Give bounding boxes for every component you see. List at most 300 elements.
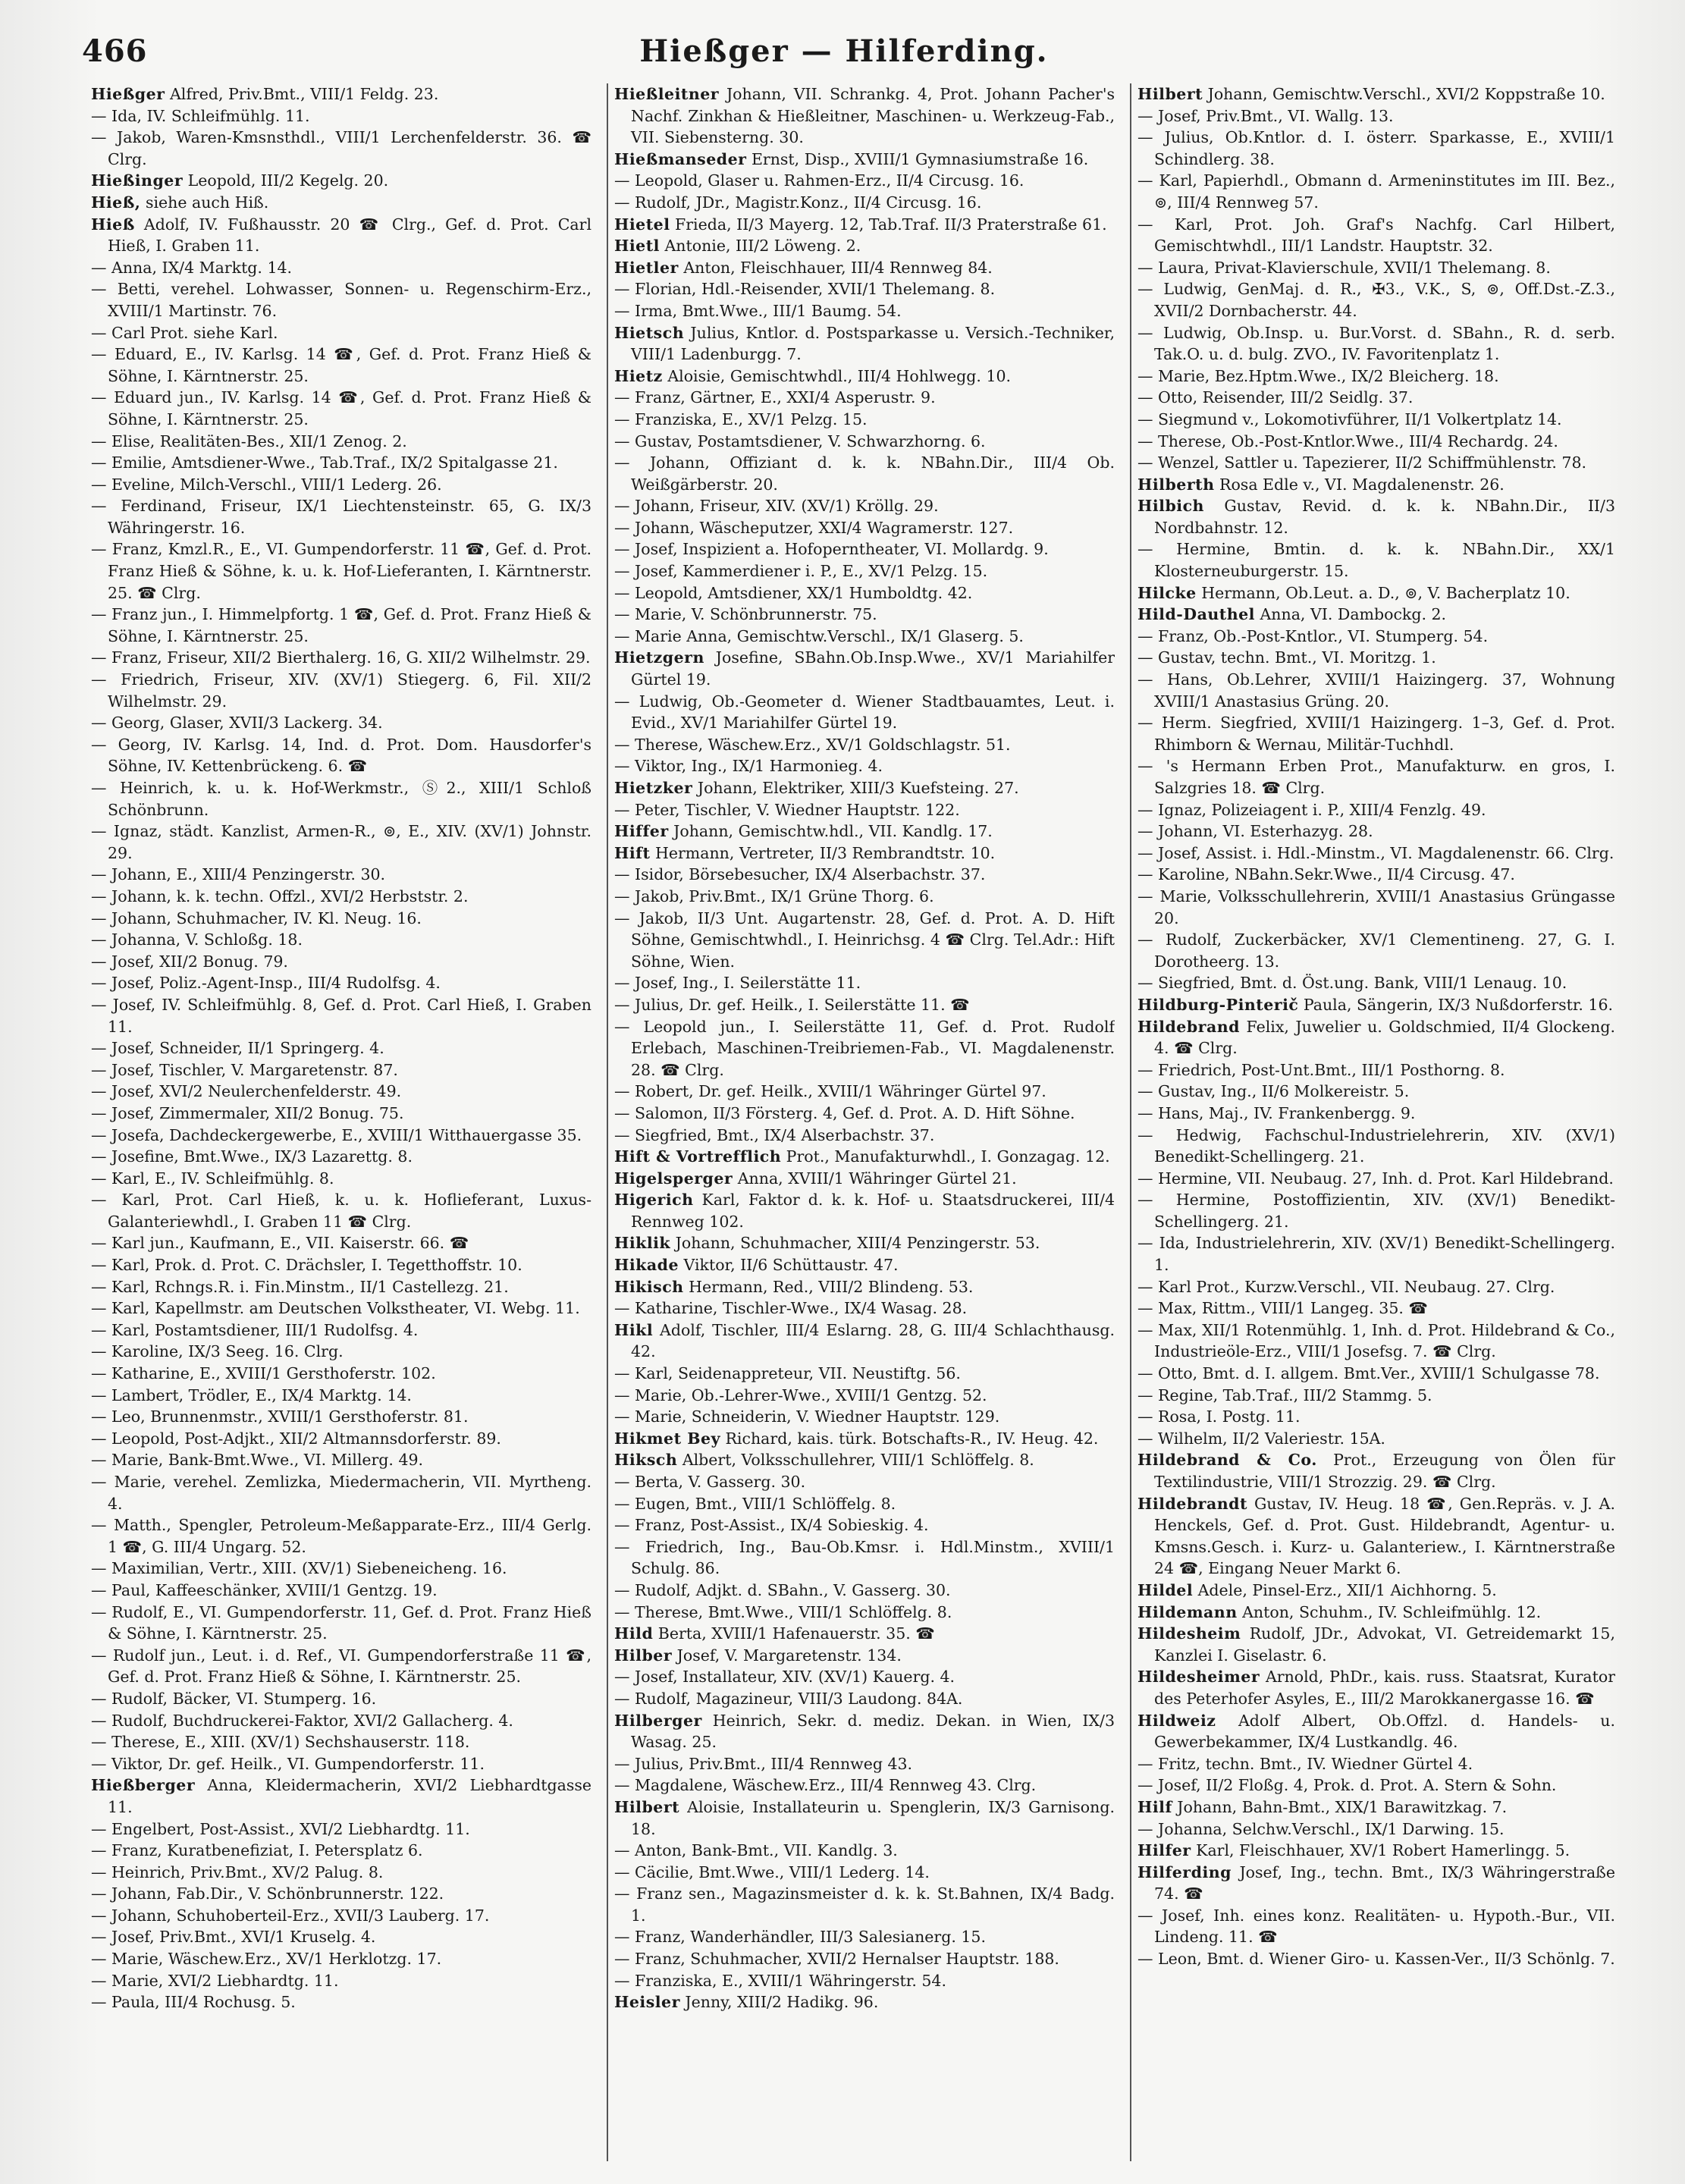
directory-entry xyxy=(91,495,591,538)
directory-entry xyxy=(91,994,591,1037)
entry-text: — Friedrich, Friseur, XIV. (XV/1) Stiegerg. 6, Fil. XII/2 Wilhelmstr. 29. xyxy=(91,670,591,711)
directory-entry xyxy=(614,1254,1115,1276)
directory-entry xyxy=(91,474,591,496)
entry-text: Karl, Fleischhauer, XV/1 Robert Hamerlingg. 5. xyxy=(1191,1841,1570,1860)
entry-text: — Karl Prot., Kurzw.Verschl., VII. Neubaug. 27. Clrg. xyxy=(1137,1277,1555,1296)
entry-text: — Rudolf, Adjkt. d. SBahn., V. Gasserg. 30. xyxy=(614,1580,951,1599)
directory-entry xyxy=(1137,1774,1615,1796)
entry-surname: Hilfer xyxy=(1137,1841,1191,1860)
directory-entry xyxy=(91,604,591,647)
directory-entry xyxy=(91,1276,591,1298)
directory-entry xyxy=(614,908,1115,973)
directory-entry xyxy=(614,1645,1115,1667)
directory-entry xyxy=(614,647,1115,690)
entry-text: — Marie Anna, Gemischtw.Verschl., IX/1 Glaserg. 5. xyxy=(614,626,1024,645)
entry-text: — Leo, Brunnenmstr., XVIII/1 Gersthoferstr. 81. xyxy=(91,1407,469,1426)
entry-surname: Hildebrandt xyxy=(1137,1494,1247,1513)
directory-entry xyxy=(1137,1948,1615,1970)
directory-entry xyxy=(1137,994,1615,1016)
entry-text: — Johann, Schuhoberteil-Erz., XVII/3 Lauberg. 17. xyxy=(91,1906,490,1925)
entry-text: — Leopold jun., I. Seilerstätte 11, Gef. d. Prot. Rudolf Erlebach, Maschinen-Treibriemen-Fab., VI. Magdalenenstr. 28. ☎ Clrg. xyxy=(614,1017,1115,1079)
entry-text: — Florian, Hdl.-Reisender, XVII/1 Thelemang. 8. xyxy=(614,280,996,299)
directory-entry xyxy=(91,1753,591,1775)
directory-entry xyxy=(614,582,1115,604)
entry-surname: Higerich xyxy=(614,1191,694,1210)
directory-entry xyxy=(614,799,1115,821)
entry-text: Karl, Faktor d. k. k. Hof- u. Staatsdruckerei, III/4 Rennweg 102. xyxy=(631,1191,1115,1231)
directory-entry xyxy=(1137,1385,1615,1407)
directory-entry xyxy=(91,1970,591,1992)
entry-text: — Paula, III/4 Rochusg. 5. xyxy=(91,1993,296,2012)
directory-entry xyxy=(614,1189,1115,1232)
entry-text: — 's Hermann Erben Prot., Manufakturw. en gros, I. Salzgries 18. ☎ Clrg. xyxy=(1137,757,1615,797)
directory-entry xyxy=(91,1688,591,1710)
directory-entry xyxy=(1137,755,1615,799)
entry-text: Josef, Ing., techn. Bmt., IX/3 Währingerstraße 74. ☎ xyxy=(1154,1862,1615,1903)
directory-entry xyxy=(1137,1363,1615,1385)
entry-surname: Hießinger xyxy=(91,171,184,190)
directory-entry xyxy=(91,712,591,734)
entry-text: — Hermine, Bmtin. d. k. k. NBahn.Dir., XX/1 Klosterneuburgerstr. 15. xyxy=(1137,540,1615,581)
entry-text: — Robert, Dr. gef. Heilk., XVIII/1 Währinger Gürtel 97. xyxy=(614,1082,1046,1101)
entry-text: — Emilie, Amtsdiener-Wwe., Tab.Traf., IX/2 Spitalgasse 21. xyxy=(91,453,558,472)
directory-entry xyxy=(1137,604,1615,626)
directory-entry xyxy=(614,691,1115,734)
directory-entry xyxy=(91,1059,591,1081)
entry-text: — Eugen, Bmt., VIII/1 Schlöffelg. 8. xyxy=(614,1494,896,1513)
entry-text: — Josef, XVI/2 Neulerchenfelderstr. 49. xyxy=(91,1082,402,1101)
entry-text: — Siegfried, Bmt., IX/4 Alserbachstr. 37. xyxy=(614,1125,935,1144)
directory-entry xyxy=(614,1688,1115,1710)
entry-text: — Josef, Assist. i. Hdl.-Minstm., VI. Magdalenenstr. 66. Clrg. xyxy=(1137,843,1614,862)
entry-text: — Franz, Kuratbenefiziat, I. Petersplatz 6. xyxy=(91,1841,423,1860)
directory-entry xyxy=(614,1428,1115,1450)
directory-entry xyxy=(614,1774,1115,1796)
directory-entry xyxy=(91,1298,591,1320)
entry-text: — Fritz, techn. Bmt., IV. Wiedner Gürtel 4. xyxy=(1137,1754,1473,1773)
entry-text: Johann, Schuhmacher, XIII/4 Penzingerstr. 53. xyxy=(670,1234,1040,1253)
entry-surname: Hilbert xyxy=(614,1797,680,1816)
entry-text: — Katharine, Tischler-Wwe., IX/4 Wasag. 28. xyxy=(614,1299,968,1318)
entry-text: — Hedwig, Fachschul-Industrielehrerin, XIV. (XV/1) Benedikt-Schellingerg. 21. xyxy=(1137,1125,1615,1166)
entry-text: Anna, XVIII/1 Währinger Gürtel 21. xyxy=(733,1169,1017,1188)
entry-text: — Karl, Prot. Carl Hieß, k. u. k. Hoflieferant, Luxus-Galanteriewhdl., I. Graben 11 ☎ Clrg. xyxy=(91,1191,591,1231)
directory-entry xyxy=(1137,647,1615,669)
directory-entry xyxy=(614,1471,1115,1493)
directory-entry xyxy=(91,1320,591,1341)
entry-text: — Isidor, Börsebesucher, IX/4 Alserbachstr. 37. xyxy=(614,865,986,884)
entry-surname: Hikade xyxy=(614,1256,679,1275)
directory-entry xyxy=(614,1016,1115,1081)
directory-entry xyxy=(1137,1103,1615,1125)
entry-text: Viktor, II/6 Schüttaustr. 47. xyxy=(679,1256,899,1275)
entry-text: — Laura, Privat-Klavierschule, XVII/1 Thelemang. 8. xyxy=(1137,258,1551,277)
entry-text: — Karl jun., Kaufmann, E., VII. Kaiserstr. 66. ☎ xyxy=(91,1234,469,1253)
entry-text: — Eduard jun., IV. Karlsg. 14 ☎, Gef. d. Prot. Franz Hieß & Söhne, I. Kärntnerstr. 25. xyxy=(91,388,591,428)
entry-text: Anna, Kleidermacherin, XVI/2 Liebhardtgasse 11. xyxy=(108,1776,591,1816)
directory-entry xyxy=(1137,1753,1615,1775)
entry-surname: Hießmanseder xyxy=(614,149,747,168)
entry-text: — Marie, Wäschew.Erz., XV/1 Herklotzg. 17. xyxy=(91,1950,442,1969)
entry-text: — Heinrich, k. u. k. Hof-Werkmstr., Ⓢ2., XIII/1 Schloß Schönbrunn. xyxy=(91,779,591,819)
entry-text: Aloisie, Gemischtwhdl., III/4 Hohlwegg. 10. xyxy=(662,366,1012,385)
entry-text: — Ludwig, Ob.-Geometer d. Wiener Stadtbauamtes, Leut. i. Evid., XV/1 Mariahilfer Gürtel 19. xyxy=(614,692,1115,733)
entry-text: — Josef, Poliz.-Agent-Insp., III/4 Rudolfsg. 4. xyxy=(91,974,441,993)
entry-text: — Karl, Prot. Joh. Graf's Nachfg. Carl Hilbert, Gemischtwhdl., III/1 Landstr. Hauptstr. 32. xyxy=(1137,215,1615,256)
entry-text: — Ignaz, städt. Kanzlist, Armen-R., ⊚, E., XIV. (XV/1) Johnstr. 29. xyxy=(91,822,591,862)
entry-text: — Franz, Post-Assist., IX/4 Sobieskig. 4. xyxy=(614,1516,929,1535)
entry-text: Leopold, III/2 Kegelg. 20. xyxy=(183,171,389,190)
page-number: 466 xyxy=(82,33,148,69)
entry-surname: Hießberger xyxy=(91,1776,196,1795)
directory-entry xyxy=(614,149,1115,171)
entry-text: Josefine, SBahn.Ob.Insp.Wwe., XV/1 Mariahilfer Gürtel 19. xyxy=(631,648,1115,689)
directory-entry xyxy=(1137,712,1615,755)
entry-text: — Johann, VI. Esterhazyg. 28. xyxy=(1137,822,1373,841)
directory-entry xyxy=(1137,1189,1615,1232)
entry-surname: Hikmet Bey xyxy=(614,1429,720,1448)
directory-entry xyxy=(614,322,1115,366)
directory-entry xyxy=(614,214,1115,236)
entry-text: — Josef, Tischler, V. Margaretenstr. 87. xyxy=(91,1060,398,1079)
directory-entry xyxy=(1137,972,1615,994)
directory-entry xyxy=(91,1103,591,1125)
directory-entry xyxy=(1137,1796,1615,1818)
directory-entry xyxy=(1137,431,1615,453)
entry-text: Paula, Sängerin, IX/3 Nußdorferstr. 16. xyxy=(1298,995,1614,1014)
entry-text: — Elise, Realitäten-Bes., XII/1 Zenog. 2. xyxy=(91,431,407,450)
entry-text: — Jakob, II/3 Unt. Augartenstr. 28, Gef. d. Prot. A. D. Hift Söhne, Gemischtwhdl., I. Heinrichsg. 4 ☎ Clrg. Tel.Adr.: Hift Söhne, Wien. xyxy=(614,908,1115,971)
entry-text: Hermann, Ob.Leut. a. D., ⊚, V. Bacherplatz 10. xyxy=(1196,583,1570,602)
directory-entry xyxy=(1137,1016,1615,1059)
entry-surname: Hiklik xyxy=(614,1234,671,1253)
entry-surname: Hift xyxy=(614,843,651,862)
entry-text: — Karoline, NBahn.Sekr.Wwe., II/4 Circusg. 47. xyxy=(1137,865,1515,884)
directory-entry xyxy=(91,170,591,192)
directory-entry xyxy=(1137,1125,1615,1168)
entry-text: — Julius, Dr. gef. Heilk., I. Seilerstätte 11. ☎ xyxy=(614,995,970,1014)
entry-text: — Paul, Kaffeeschänker, XVIII/1 Gentzg. 19. xyxy=(91,1580,438,1599)
entry-text: — Jakob, Priv.Bmt., IX/1 Grüne Thorg. 6. xyxy=(614,886,934,905)
entry-text: — Franz, Friseur, XII/2 Bierthalerg. 16, G. XII/2 Wilhelmstr. 29. xyxy=(91,648,591,667)
entry-text: — Marie, verehel. Zemlizka, Miedermacherin, VII. Myrtheng. 4. xyxy=(91,1473,591,1513)
directory-entry xyxy=(1137,864,1615,886)
directory-entry xyxy=(1137,366,1615,388)
column-2 xyxy=(607,83,1115,2161)
entry-text: — Eveline, Milch-Verschl., VIII/1 Lederg. 26. xyxy=(91,475,442,494)
entry-text: — Betti, verehel. Lohwasser, Sonnen- u. Regenschirm-Erz., XVIII/1 Martinstr. 76. xyxy=(91,280,591,320)
entry-text: Berta, XVIII/1 Hafenauerstr. 35. ☎ xyxy=(653,1624,935,1643)
directory-entry xyxy=(614,538,1115,560)
directory-entry xyxy=(91,647,591,669)
entry-text: — Matth., Spengler, Petroleum-Meßapparate-Erz., III/4 Gerlg. 1 ☎, G. III/4 Ungarg. 52. xyxy=(91,1516,591,1556)
entry-text: — Peter, Tischler, V. Wiedner Hauptstr. 122. xyxy=(614,800,960,819)
directory-entry xyxy=(91,1883,591,1905)
entry-text: — Georg, IV. Karlsg. 14, Ind. d. Prot. Dom. Hausdorfer's Söhne, IV. Kettenbrückeng. 6. ☎ xyxy=(91,735,591,776)
entry-text: — Ignaz, Polizeiagent i. P., XIII/4 Fenzlg. 49. xyxy=(1137,800,1486,819)
directory-entry xyxy=(1137,214,1615,257)
entry-text: — Ida, IV. Schleifmühlg. 11. xyxy=(91,106,310,125)
entry-text: — Ludwig, Ob.Insp. u. Bur.Vorst. d. SBahn., R. d. serb. Tak.O. u. d. bulg. ZVO., IV. Favoritenplatz 1. xyxy=(1137,323,1615,364)
directory-entry xyxy=(1137,1168,1615,1190)
entry-surname: Hildebrand & Co. xyxy=(1137,1451,1317,1470)
entry-text: — Friedrich, Post-Unt.Bmt., III/1 Posthorng. 8. xyxy=(1137,1060,1505,1079)
entry-text: — Josef, Inspizient a. Hofoperntheater, VI. Mollardg. 9. xyxy=(614,540,1049,559)
entry-text: — Rudolf, Zuckerbäcker, XV/1 Clementineng. 27, G. I. Dorotheerg. 13. xyxy=(1137,930,1615,971)
entry-surname: Hilber xyxy=(614,1646,673,1665)
entry-text: Anna, VI. Dambockg. 2. xyxy=(1254,605,1447,624)
entry-text: Antonie, III/2 Löweng. 2. xyxy=(659,237,861,256)
entry-surname: Hiksch xyxy=(614,1451,678,1470)
directory-entry xyxy=(614,1883,1115,1926)
entry-text: — Berta, V. Gasserg. 30. xyxy=(614,1473,806,1491)
entry-text: — Marie, Bank-Bmt.Wwe., VI. Millerg. 49. xyxy=(91,1451,424,1470)
entry-text: Johann, Elektriker, XIII/3 Kuefsteing. 27. xyxy=(692,779,1019,797)
directory-entry xyxy=(1137,1905,1615,1948)
directory-entry xyxy=(614,1753,1115,1775)
entry-text: Adele, Pinsel-Erz., XII/1 Aichhorng. 5. xyxy=(1193,1580,1497,1599)
directory-entry xyxy=(1137,669,1615,712)
directory-entry xyxy=(614,1580,1115,1602)
entry-text: — Carl Prot. siehe Karl. xyxy=(91,323,278,342)
directory-entry xyxy=(614,886,1115,908)
entry-text: Julius, Kntlor. d. Postsparkasse u. Versich.-Techniker, VIII/1 Ladenburgg. 7. xyxy=(631,323,1115,364)
directory-entry xyxy=(91,1514,591,1558)
directory-entry xyxy=(1137,127,1615,170)
directory-entry xyxy=(91,257,591,279)
directory-entry xyxy=(91,1731,591,1753)
entry-text: Frieda, II/3 Mayerg. 12, Tab.Traf. II/3 Praterstraße 61. xyxy=(670,215,1107,234)
directory-entry xyxy=(614,1710,1115,1753)
directory-entry xyxy=(614,1602,1115,1624)
directory-entry xyxy=(91,929,591,951)
entry-text: — Engelbert, Post-Assist., XVI/2 Liebhardtg. 11. xyxy=(91,1819,470,1838)
directory-entry xyxy=(614,604,1115,626)
entry-surname: Hildesheim xyxy=(1137,1624,1241,1643)
entry-text: — Franz sen., Magazinsmeister d. k. k. St.Bahnen, IX/4 Badg. 1. xyxy=(614,1884,1115,1925)
directory-entry xyxy=(614,1320,1115,1363)
directory-entry xyxy=(614,843,1115,864)
entry-surname: Hikisch xyxy=(614,1277,684,1296)
directory-entry xyxy=(614,517,1115,539)
entry-text: Rudolf, JDr., Advokat, VI. Getreidemarkt 15, Kanzlei I. Giselastr. 6. xyxy=(1154,1624,1615,1665)
entry-text: — Karl, Rchngs.R. i. Fin.Minstm., II/1 Castellezg. 21. xyxy=(91,1277,509,1296)
directory-entry xyxy=(614,1493,1115,1515)
directory-entry xyxy=(1137,929,1615,972)
entry-surname: Hilf xyxy=(1137,1797,1172,1816)
entry-surname: Hieß, xyxy=(91,193,141,212)
directory-entry xyxy=(1137,452,1615,474)
entry-surname: Hildesheimer xyxy=(1137,1668,1260,1687)
directory-entry xyxy=(91,951,591,973)
directory-entry xyxy=(614,1862,1115,1884)
directory-entry xyxy=(614,1146,1115,1168)
entry-text: Jenny, XIII/2 Hadikg. 96. xyxy=(679,1993,879,2012)
entry-text: — Viktor, Ing., IX/1 Harmonieg. 4. xyxy=(614,757,883,776)
entry-surname: Hietsch xyxy=(614,323,685,342)
directory-entry xyxy=(91,1385,591,1407)
directory-entry xyxy=(614,626,1115,648)
entry-text: Adolf Albert, Ob.Offzl. d. Handels- u. Gewerbekammer, IX/4 Lustkandlg. 46. xyxy=(1154,1711,1615,1752)
directory-entry xyxy=(1137,1081,1615,1103)
directory-entry xyxy=(614,1970,1115,1992)
entry-text: Johann, Gemischtw.Verschl., XVI/2 Koppstraße 10. xyxy=(1203,85,1605,103)
entry-text: — Rudolf, E., VI. Gumpendorferstr. 11, Gef. d. Prot. Franz Hieß & Söhne, I. Kärntnerstr. 25. xyxy=(91,1602,591,1643)
entry-text: Prot., Manufakturwhdl., I. Gonzagag. 12. xyxy=(781,1147,1110,1166)
directory-entry xyxy=(91,127,591,170)
entry-text: Johann, VII. Schrankg. 4, Prot. Johann Pacher's Nachf. Zinkhan & Hießleitner, Maschinen- u. Werkzeug-Fab., VII. Siebensterng. 30. xyxy=(631,85,1115,147)
directory-entry xyxy=(614,387,1115,409)
entry-text: — Rosa, I. Postg. 11. xyxy=(1137,1407,1301,1426)
directory-entry xyxy=(614,1666,1115,1688)
entry-surname: Hiffer xyxy=(614,822,669,841)
entry-text: — Franz, Wanderhändler, III/3 Salesianerg. 15. xyxy=(614,1928,986,1947)
entry-text: — Gustav, techn. Bmt., VI. Moritzg. 1. xyxy=(1137,648,1436,667)
entry-text: — Karl, Postamtsdiener, III/1 Rudolfsg. 4. xyxy=(91,1320,419,1339)
entry-surname: Hietler xyxy=(614,258,679,277)
entry-text: Johann, Gemischtw.hdl., VII. Kandlg. 17. xyxy=(668,822,993,841)
directory-entry xyxy=(91,1926,591,1948)
entry-text: Gustav, IV. Heug. 18 ☎, Gen.Repräs. v. J. A. Henckels, Gef. d. Prot. Gust. Hildebrandt, Agentur- u. Kmsns.Gesch. i. Kurz- u. Galanteriew., I. Kärntnerstraße 24 ☎, Eingang Neuer Markt 6. xyxy=(1154,1494,1615,1578)
entry-text: — Josef, Priv.Bmt., XVI/1 Kruselg. 4. xyxy=(91,1928,376,1947)
directory-entry xyxy=(1137,1862,1615,1905)
entry-text: — Josefine, Bmt.Wwe., IX/3 Lazarettg. 8. xyxy=(91,1147,413,1166)
entry-text: — Josef, Zimmermaler, XII/2 Bonug. 75. xyxy=(91,1103,404,1122)
directory-entry xyxy=(1137,821,1615,843)
directory-entry xyxy=(91,1905,591,1927)
entry-text: — Johann, Schuhmacher, IV. Kl. Neug. 16. xyxy=(91,908,422,927)
directory-entry xyxy=(614,1081,1115,1103)
entry-text: — Siegfried, Bmt. d. Öst.ung. Bank, VIII/1 Lenaug. 10. xyxy=(1137,974,1567,993)
entry-text: — Marie, Bez.Hptm.Wwe., IX/2 Bleicherg. 18. xyxy=(1137,366,1499,385)
directory-entry xyxy=(614,300,1115,322)
directory-entry xyxy=(91,322,591,344)
entry-text: Richard, kais. türk. Botschafts-R., IV. Heug. 42. xyxy=(720,1429,1099,1448)
directory-entry xyxy=(1137,257,1615,279)
entry-text: — Franziska, E., XVIII/1 Währingerstr. 54. xyxy=(614,1971,946,1990)
directory-entry xyxy=(91,1363,591,1385)
directory-entry xyxy=(614,1125,1115,1147)
directory-entry xyxy=(91,1406,591,1428)
directory-entry xyxy=(1137,170,1615,213)
directory-entry xyxy=(91,1840,591,1862)
entry-text: — Johann, E., XIII/4 Penzingerstr. 30. xyxy=(91,865,386,884)
entry-text: — Hermine, VII. Neubaug. 27, Inh. d. Prot. Karl Hildebrand. xyxy=(1137,1169,1614,1188)
directory-entry xyxy=(91,821,591,864)
directory-entry xyxy=(1137,83,1615,105)
directory-entry xyxy=(91,734,591,777)
directory-entry xyxy=(614,1536,1115,1580)
directory-entry xyxy=(91,669,591,712)
entry-text: — Max, Rittm., VIII/1 Langeg. 35. ☎ xyxy=(1137,1299,1428,1318)
entry-text: — Regine, Tab.Traf., III/2 Stammg. 5. xyxy=(1137,1385,1432,1404)
directory-entry xyxy=(1137,495,1615,538)
directory-entry xyxy=(91,452,591,474)
entry-text: Johann, Bahn-Bmt., XIX/1 Barawitzkag. 7. xyxy=(1172,1797,1508,1816)
directory-entry xyxy=(1137,538,1615,582)
entry-text: — Hans, Ob.Lehrer, XVIII/1 Haizingerg. 37, Wohnung XVIII/1 Anastasius Grüng. 20. xyxy=(1137,670,1615,711)
entry-text: — Otto, Bmt. d. I. allgem. Bmt.Ver., XVIII/1 Schulgasse 78. xyxy=(1137,1364,1600,1383)
directory-entry xyxy=(1137,387,1615,409)
entry-text: Rosa Edle v., VI. Magdalenenstr. 26. xyxy=(1214,475,1505,494)
entry-surname: Hietl xyxy=(614,237,660,256)
directory-entry xyxy=(91,1037,591,1059)
entry-text: — Gustav, Postamtsdiener, V. Schwarzhorng. 6. xyxy=(614,431,986,450)
entry-text: siehe auch Hiß. xyxy=(140,193,269,212)
directory-entry xyxy=(91,1168,591,1190)
entry-text: — Franz, Gärtner, E., XXI/4 Asperustr. 9. xyxy=(614,388,936,407)
column-1 xyxy=(91,83,591,2161)
entry-text: — Ida, Industrielehrerin, XIV. (XV/1) Benedikt-Schellingerg. 1. xyxy=(1137,1234,1615,1275)
directory-entry xyxy=(1137,1298,1615,1320)
entry-text: — Katharine, E., XVIII/1 Gersthoferstr. 102. xyxy=(91,1364,436,1383)
entry-text: — Franz, Ob.-Post-Kntlor., VI. Stumperg. 54. xyxy=(1137,626,1489,645)
entry-text: Alfred, Priv.Bmt., VIII/1 Feldg. 23. xyxy=(165,85,439,103)
entry-text: — Therese, E., XIII. (XV/1) Sechshauserstr. 118. xyxy=(91,1733,470,1752)
directory-entry xyxy=(614,366,1115,388)
directory-entry xyxy=(1137,1580,1615,1602)
directory-entry xyxy=(1137,843,1615,864)
entry-text: — Jakob, Waren-Kmsnsthdl., VIII/1 Lerchenfelderstr. 36. ☎ Clrg. xyxy=(91,128,591,168)
directory-entry xyxy=(614,170,1115,192)
entry-text: — Magdalene, Wäschew.Erz., III/4 Rennweg 43. Clrg. xyxy=(614,1776,1037,1795)
entry-text: — Ferdinand, Friseur, IX/1 Liechtensteinstr. 65, G. IX/3 Währingerstr. 16. xyxy=(91,497,591,537)
entry-text: — Josefa, Dachdeckergewerbe, E., XVIII/1 Witthauergasse 35. xyxy=(91,1125,582,1144)
entry-text: — Rudolf, JDr., Magistr.Konz., II/4 Circusg. 16. xyxy=(614,193,982,212)
entry-text: Josef, V. Margaretenstr. 134. xyxy=(672,1646,902,1665)
entry-surname: Hildemann xyxy=(1137,1602,1238,1621)
entry-surname: Hildel xyxy=(1137,1580,1194,1599)
entry-text: — Marie, Volksschullehrerin, XVIII/1 Anastasius Grüngasse 20. xyxy=(1137,886,1615,927)
entry-text: Prot., Erzeugung von Ölen für Textilindustrie, VIII/1 Strozzig. 29. ☎ Clrg. xyxy=(1154,1451,1615,1491)
entry-text: — Therese, Wäschew.Erz., XV/1 Goldschlagstr. 51. xyxy=(614,735,1011,754)
entry-surname: Hildebrand xyxy=(1137,1017,1240,1036)
entry-text: — Marie, V. Schönbrunnerstr. 75. xyxy=(614,605,877,624)
entry-text: — Salomon, II/3 Försterg. 4, Gef. d. Prot. A. D. Hift Söhne. xyxy=(614,1103,1075,1122)
entry-surname: Heisler xyxy=(614,1993,680,2012)
directory-entry xyxy=(91,387,591,430)
directory-entry xyxy=(614,1991,1115,2013)
entry-text: — Josef, Inh. eines konz. Realitäten- u. Hypoth.-Bur., VII. Lindeng. 11. ☎ xyxy=(1137,1906,1615,1947)
entry-text: — Leopold, Amtsdiener, XX/1 Humboldtg. 42. xyxy=(614,583,973,602)
entry-text: — Wilhelm, II/2 Valeriestr. 15A. xyxy=(1137,1429,1385,1448)
entry-text: — Johanna, V. Schloßg. 18. xyxy=(91,930,303,949)
entry-text: — Maximilian, Vertr., XIII. (XV/1) Siebeneicheng. 16. xyxy=(91,1559,507,1578)
entry-text: — Josef, Kammerdiener i. P., E., XV/1 Pelzg. 15. xyxy=(614,562,988,581)
entry-text: Ernst, Disp., XVIII/1 Gymnasiumstraße 16. xyxy=(746,149,1089,168)
entry-surname: Higelsperger xyxy=(614,1169,733,1188)
entry-text: — Leopold, Post-Adjkt., XII/2 Altmannsdorferstr. 89. xyxy=(91,1429,501,1448)
directory-entry xyxy=(91,1081,591,1103)
entry-surname: Hießger xyxy=(91,85,165,103)
entry-text: Albert, Volksschullehrer, VIII/1 Schlöffelg. 8. xyxy=(677,1451,1034,1470)
directory-entry xyxy=(614,994,1115,1016)
directory-entry xyxy=(1137,474,1615,496)
entry-text: — Karl, E., IV. Schleifmühlg. 8. xyxy=(91,1169,334,1188)
directory-entry xyxy=(614,452,1115,495)
entry-surname: Hift & Vortrefflich xyxy=(614,1147,782,1166)
directory-entry xyxy=(91,1146,591,1168)
directory-entry xyxy=(91,1471,591,1514)
entry-surname: Hildweiz xyxy=(1137,1711,1216,1730)
directory-entry xyxy=(614,777,1115,799)
entry-surname: Hietzker xyxy=(614,779,693,797)
directory-entry xyxy=(91,278,591,322)
entry-surname: Hietzgern xyxy=(614,648,704,667)
entry-text: — Gustav, Ing., II/6 Molkereistr. 5. xyxy=(1137,1082,1410,1101)
directory-entry xyxy=(91,1125,591,1147)
directory-entry xyxy=(1137,322,1615,366)
